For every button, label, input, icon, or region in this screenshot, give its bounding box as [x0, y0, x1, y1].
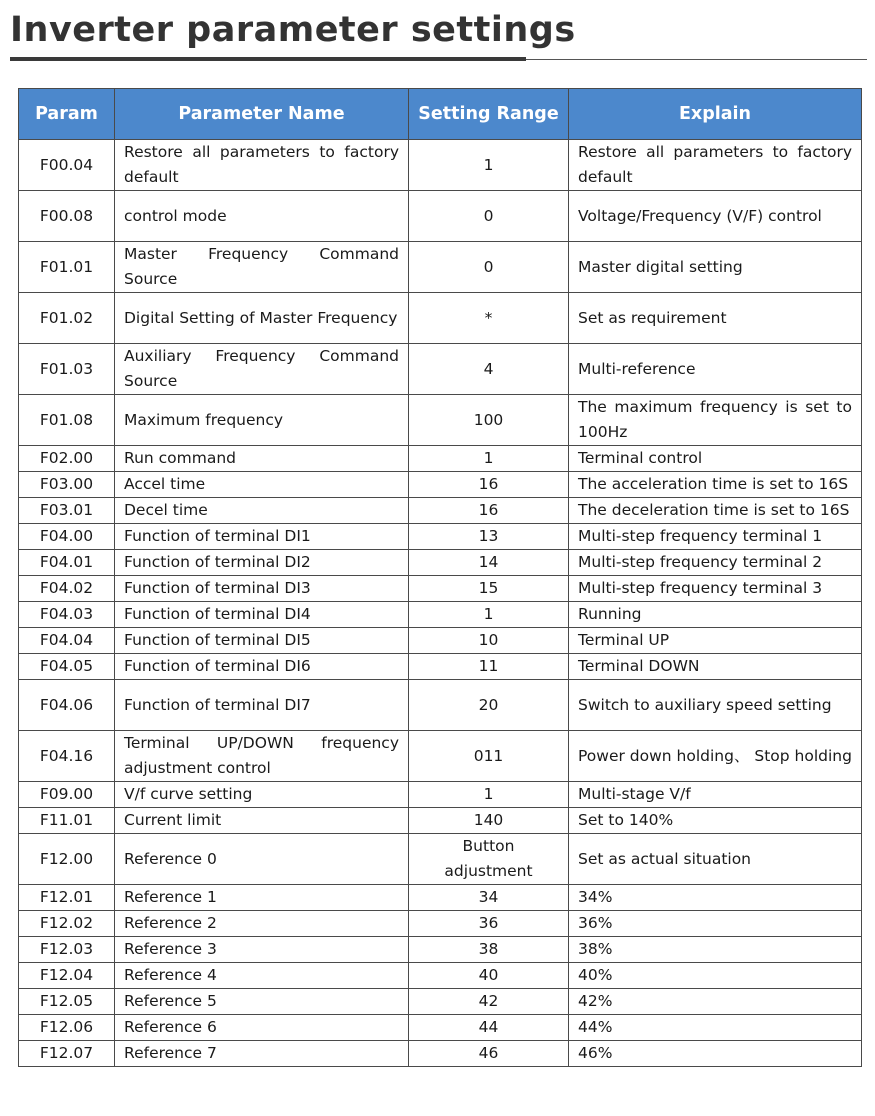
header-setting-range: Setting Range: [409, 89, 569, 140]
explain-cell: The maximum frequency is set to 100Hz: [569, 395, 862, 446]
table-row: [19, 834, 862, 885]
param-cell: F03.01: [19, 498, 115, 524]
setting-range-cell: 16: [409, 498, 569, 524]
parameter-name-cell: Auxiliary Frequency Command Source: [115, 344, 409, 395]
table-row: [19, 628, 862, 654]
param-cell: F02.00: [19, 446, 115, 472]
explain-cell: Master digital setting: [569, 242, 862, 293]
table-row: [19, 550, 862, 576]
parameter-name-cell: Function of terminal DI3: [115, 576, 409, 602]
setting-range-cell: 0: [409, 191, 569, 242]
setting-range-cell: 16: [409, 472, 569, 498]
setting-range-cell: 36: [409, 911, 569, 937]
param-cell: F01.01: [19, 242, 115, 293]
setting-range-cell: 13: [409, 524, 569, 550]
param-cell: F01.02: [19, 293, 115, 344]
setting-range-cell: 14: [409, 550, 569, 576]
parameter-table: [18, 88, 862, 1067]
table-row: [19, 576, 862, 602]
parameter-name-cell: Function of terminal DI2: [115, 550, 409, 576]
explain-cell: Set as actual situation: [569, 834, 862, 885]
table-row: [19, 602, 862, 628]
table-row: [19, 524, 862, 550]
title-underline: [10, 57, 526, 61]
parameter-name-cell: Reference 3: [115, 937, 409, 963]
param-cell: F04.05: [19, 654, 115, 680]
param-cell: F04.02: [19, 576, 115, 602]
param-cell: F12.07: [19, 1041, 115, 1067]
table-row: [19, 963, 862, 989]
param-cell: F04.16: [19, 731, 115, 782]
page-title: Inverter parameter settings: [10, 10, 576, 50]
explain-cell: Restore all parameters to factory default: [569, 140, 862, 191]
setting-range-cell: 1: [409, 446, 569, 472]
table-row: [19, 293, 862, 344]
table-body: [19, 140, 862, 1067]
explain-cell: 42%: [569, 989, 862, 1015]
explain-cell: Voltage/Frequency (V/F) control: [569, 191, 862, 242]
setting-range-cell: 011: [409, 731, 569, 782]
param-cell: F12.04: [19, 963, 115, 989]
explain-cell: Switch to auxiliary speed setting: [569, 680, 862, 731]
explain-cell: Terminal DOWN: [569, 654, 862, 680]
parameter-name-cell: Digital Setting of Master Frequency: [115, 293, 409, 344]
param-cell: F04.00: [19, 524, 115, 550]
table-row: [19, 191, 862, 242]
setting-range-cell: 1: [409, 782, 569, 808]
explain-cell: 34%: [569, 885, 862, 911]
explain-cell: Multi-step frequency terminal 3: [569, 576, 862, 602]
param-cell: F00.08: [19, 191, 115, 242]
explain-cell: Set to 140%: [569, 808, 862, 834]
param-cell: F12.05: [19, 989, 115, 1015]
table-row: [19, 937, 862, 963]
param-cell: F04.03: [19, 602, 115, 628]
parameter-name-cell: Decel time: [115, 498, 409, 524]
setting-range-cell: 46: [409, 1041, 569, 1067]
table-row: [19, 885, 862, 911]
param-cell: F03.00: [19, 472, 115, 498]
parameter-name-cell: Terminal UP/DOWN frequency adjustment control: [115, 731, 409, 782]
header-row: [19, 89, 862, 140]
param-cell: F12.03: [19, 937, 115, 963]
param-cell: F04.04: [19, 628, 115, 654]
table-row: [19, 472, 862, 498]
setting-range-cell: 100: [409, 395, 569, 446]
param-cell: F12.01: [19, 885, 115, 911]
explain-cell: 40%: [569, 963, 862, 989]
setting-range-cell: 11: [409, 654, 569, 680]
table-row: [19, 680, 862, 731]
explain-cell: Power down holding、 Stop holding: [569, 731, 862, 782]
table-row: [19, 446, 862, 472]
explain-cell: The deceleration time is set to 16S: [569, 498, 862, 524]
parameter-name-cell: Run command: [115, 446, 409, 472]
table-row: [19, 731, 862, 782]
setting-range-cell: Button adjustment: [409, 834, 569, 885]
param-cell: F04.01: [19, 550, 115, 576]
table-row: [19, 1015, 862, 1041]
parameter-name-cell: Reference 1: [115, 885, 409, 911]
setting-range-cell: 15: [409, 576, 569, 602]
table-row: [19, 911, 862, 937]
parameter-name-cell: Master Frequency Command Source: [115, 242, 409, 293]
explain-cell: Multi-reference: [569, 344, 862, 395]
explain-cell: Multi-step frequency terminal 2: [569, 550, 862, 576]
parameter-name-cell: V/f curve setting: [115, 782, 409, 808]
explain-cell: Terminal control: [569, 446, 862, 472]
setting-range-cell: 1: [409, 140, 569, 191]
table-row: [19, 782, 862, 808]
table-row: [19, 242, 862, 293]
setting-range-cell: *: [409, 293, 569, 344]
parameter-name-cell: Function of terminal DI4: [115, 602, 409, 628]
table-row: [19, 395, 862, 446]
parameter-name-cell: Reference 0: [115, 834, 409, 885]
param-cell: F01.03: [19, 344, 115, 395]
header-explain: Explain: [569, 89, 862, 140]
table-row: [19, 344, 862, 395]
table-row: [19, 989, 862, 1015]
setting-range-cell: 38: [409, 937, 569, 963]
setting-range-cell: 10: [409, 628, 569, 654]
parameter-name-cell: Restore all parameters to factory default: [115, 140, 409, 191]
explain-cell: 44%: [569, 1015, 862, 1041]
parameter-name-cell: Function of terminal DI7: [115, 680, 409, 731]
explain-cell: 36%: [569, 911, 862, 937]
param-cell: F12.06: [19, 1015, 115, 1041]
param-cell: F04.06: [19, 680, 115, 731]
param-cell: F09.00: [19, 782, 115, 808]
table-header: [19, 89, 862, 140]
param-cell: F12.02: [19, 911, 115, 937]
explain-cell: 46%: [569, 1041, 862, 1067]
parameter-name-cell: Reference 7: [115, 1041, 409, 1067]
parameter-name-cell: control mode: [115, 191, 409, 242]
table-row: [19, 654, 862, 680]
setting-range-cell: 1: [409, 602, 569, 628]
setting-range-cell: 34: [409, 885, 569, 911]
explain-cell: Terminal UP: [569, 628, 862, 654]
table-row: [19, 140, 862, 191]
setting-range-cell: 0: [409, 242, 569, 293]
setting-range-cell: 20: [409, 680, 569, 731]
table-row: [19, 1041, 862, 1067]
parameter-name-cell: Reference 2: [115, 911, 409, 937]
header-parameter-name: Parameter Name: [115, 89, 409, 140]
table-row: [19, 498, 862, 524]
parameter-name-cell: Reference 6: [115, 1015, 409, 1041]
parameter-name-cell: Function of terminal DI5: [115, 628, 409, 654]
explain-cell: The acceleration time is set to 16S: [569, 472, 862, 498]
parameter-name-cell: Reference 4: [115, 963, 409, 989]
setting-range-cell: 42: [409, 989, 569, 1015]
explain-cell: Running: [569, 602, 862, 628]
explain-cell: Multi-step frequency terminal 1: [569, 524, 862, 550]
setting-range-cell: 40: [409, 963, 569, 989]
header-param: Param: [19, 89, 115, 140]
param-cell: F00.04: [19, 140, 115, 191]
setting-range-cell: 140: [409, 808, 569, 834]
setting-range-cell: 4: [409, 344, 569, 395]
parameter-name-cell: Reference 5: [115, 989, 409, 1015]
parameter-name-cell: Accel time: [115, 472, 409, 498]
explain-cell: 38%: [569, 937, 862, 963]
setting-range-cell: 44: [409, 1015, 569, 1041]
parameter-name-cell: Maximum frequency: [115, 395, 409, 446]
param-cell: F01.08: [19, 395, 115, 446]
parameter-name-cell: Function of terminal DI1: [115, 524, 409, 550]
parameter-name-cell: Current limit: [115, 808, 409, 834]
parameter-name-cell: Function of terminal DI6: [115, 654, 409, 680]
table-row: [19, 808, 862, 834]
explain-cell: Set as requirement: [569, 293, 862, 344]
explain-cell: Multi-stage V/f: [569, 782, 862, 808]
param-cell: F11.01: [19, 808, 115, 834]
param-cell: F12.00: [19, 834, 115, 885]
title-divider: [526, 59, 867, 60]
